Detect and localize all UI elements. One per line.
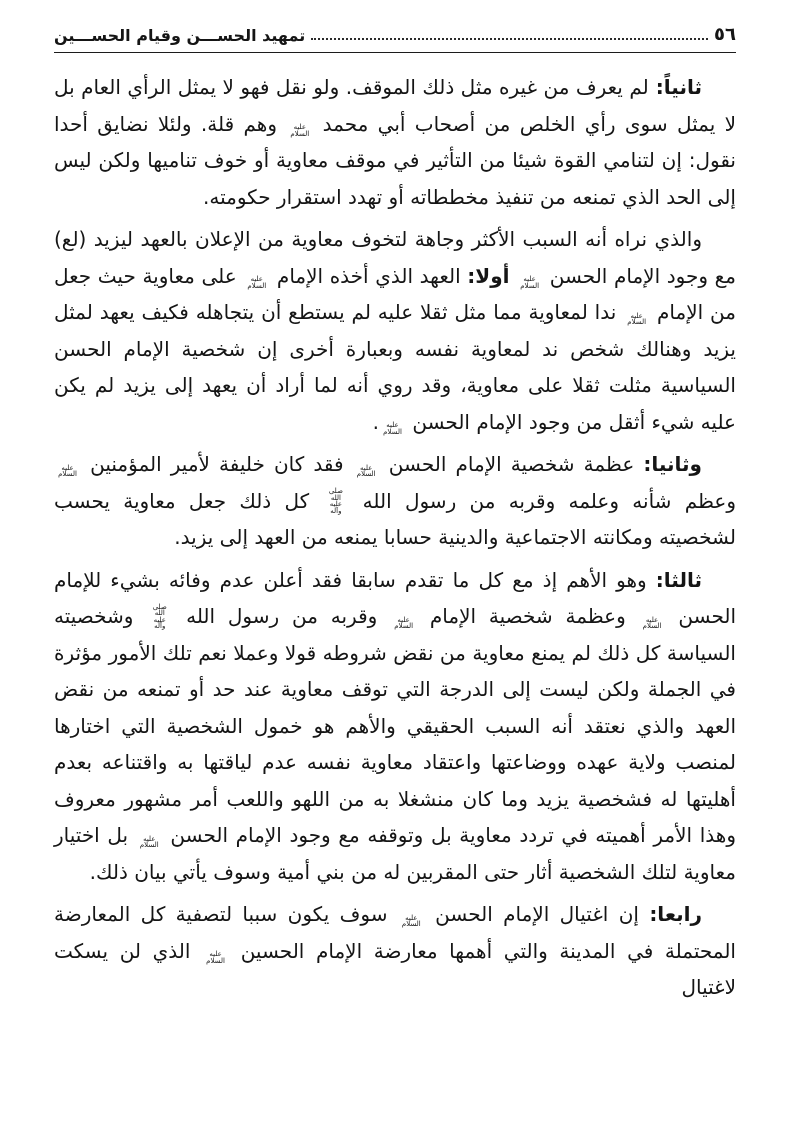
honorific-mark: عليه السلام xyxy=(247,275,267,290)
paragraph xyxy=(54,562,736,891)
honorific-mark: عليه السلام xyxy=(627,311,647,326)
running-head-title: تمهيد الحســـن وقيام الحســـين xyxy=(54,26,306,45)
honorific-mark: عليه السلام xyxy=(401,913,421,928)
text-run: رابعا: xyxy=(649,902,702,926)
text-run: وهو الأهم إذ مع كل ما تقدم سابقا فقد أعلن عدم وفائه بشيء للإمام الحسن xyxy=(54,567,737,628)
text-run: لم يعرف من غيره مثل ذلك الموقف. ولو نقل فهو لا يمثل الرأي العام بل لا يمثل سوى رأي الخلص من أصحاب أبي محمد xyxy=(54,75,737,136)
text-run: كل ذلك جعل معاوية يحسب لشخصيته ومكانته الاجتماعية والدينية حسابا يمنعه من العهد إلى يزيد. xyxy=(54,488,736,549)
honorific-mark: عليه السلام xyxy=(383,421,402,436)
text-run: والذي نراه أنه السبب الأكثر وجاهة لتخوف معاوية من الإعلان بالعهد ليزيد (لع) مع وجود الإمام الحسن xyxy=(54,227,736,288)
honorific-mark: عليه السلام xyxy=(206,950,225,965)
text-run: ثانياً: xyxy=(648,75,702,99)
honorific-mark: عليه السلام xyxy=(139,834,159,849)
text-run: أولا: xyxy=(467,263,510,288)
paragraph xyxy=(54,896,736,1006)
honorific-mark: عليه السلام xyxy=(642,615,662,630)
text-run xyxy=(509,264,516,288)
text-run: ثالثا: xyxy=(655,567,702,592)
text-run: وقربه من رسول الله xyxy=(173,604,391,628)
honorific-mark: صلى الله عليه وآله xyxy=(152,602,167,630)
text-run: الذي لن يسكت لاغتيال xyxy=(54,938,736,999)
header-rule xyxy=(54,52,736,53)
text-run: سوف يكون سببا لتصفية كل المعارضة المحتملة في المدينة والتي أهمها معارضة الإمام الحسين xyxy=(54,902,736,963)
text-run: . xyxy=(372,409,379,434)
dotted-leader xyxy=(311,38,708,40)
text-run: على معاوية حيث جعل من الإمام xyxy=(54,263,736,324)
text-run: وهم قلة. ولئلا نضايق أحدا نقول: إن لتنامي القوة شيئا من التأثير في موقف معاوية أو خوف تناميها ولكن ليس إلى الحد الذي تمنعه من تنفيذ مخططاته أو تهدد استقرار حكومته. xyxy=(54,111,736,209)
text-run: فقد كان خليفة لأمير المؤمنين xyxy=(81,452,353,476)
honorific-mark: عليه السلام xyxy=(356,463,376,478)
paragraph xyxy=(54,221,736,440)
text-run: عظمة شخصية الإمام الحسن xyxy=(379,452,644,476)
page-number: ٥٦ xyxy=(714,24,736,45)
honorific-mark: صلى الله عليه وآله xyxy=(328,487,343,515)
text-run: العهد الذي أخذه الإمام xyxy=(270,263,468,288)
text-run: وعظم شأنه وعلمه وقربه من رسول الله xyxy=(349,488,737,513)
honorific-mark: عليه السلام xyxy=(394,615,414,630)
text-run: إن اغتيال الإمام الحسن xyxy=(424,902,650,926)
honorific-mark: عليه السلام xyxy=(58,463,77,478)
text-run: وشخصيته السياسة كل ذلك لم يمنع معاوية من نقض شروطه قولا وعملا نعم تلك الأمور مؤثرة في الجملة ولكن ليست إلى الدرجة التي توقف معاوية عند حد أو تمنعه من نقض العهد والذي نعتقد أنه السبب الحقيقي والأهم هو خمول الشخصية التي اختارها لمنصب ولاية عهده ووضاعتها واعتقاد معاوية نفسه عدم لياقتها به واقتناعه بعدم أهليتها له فشخصية يزيد وما كان منشغلا به من اللهو واللعب أمر مشهور معروف وهذا الأمر أهميته في تردد معاوية بل وتوقفه مع وجود الإمام الحسن xyxy=(54,604,736,847)
text-run: وثانيا: xyxy=(643,452,702,476)
text-run: ندا لمعاوية مما مثل ثقلا عليه لم يستطع أن يتجاهله فكيف يعهد لمثل يزيد وهنالك شخص ند لمعاوية نفسه وبعبارة أخرى إن شخصية الإمام الحسن السياسية مثلت ثقلا على معاوية، وقد روي أنه لما أراد أن يعهد إلى يزيد لم يكن عليه شيء أثقل من وجود الإمام الحسن xyxy=(54,300,736,434)
paragraph xyxy=(54,446,736,556)
page-body xyxy=(54,69,736,1006)
text-run: بل اختيار معاوية لتلك الشخصية أثار حتى المقربين له من بني أمية وسوف يأتي بيان ذلك. xyxy=(54,823,736,884)
paragraph xyxy=(54,69,736,215)
honorific-mark: عليه السلام xyxy=(290,123,310,138)
honorific-mark: عليه السلام xyxy=(520,275,540,290)
text-run: وعظمة شخصية الإمام xyxy=(417,604,639,628)
page-header xyxy=(54,24,736,45)
